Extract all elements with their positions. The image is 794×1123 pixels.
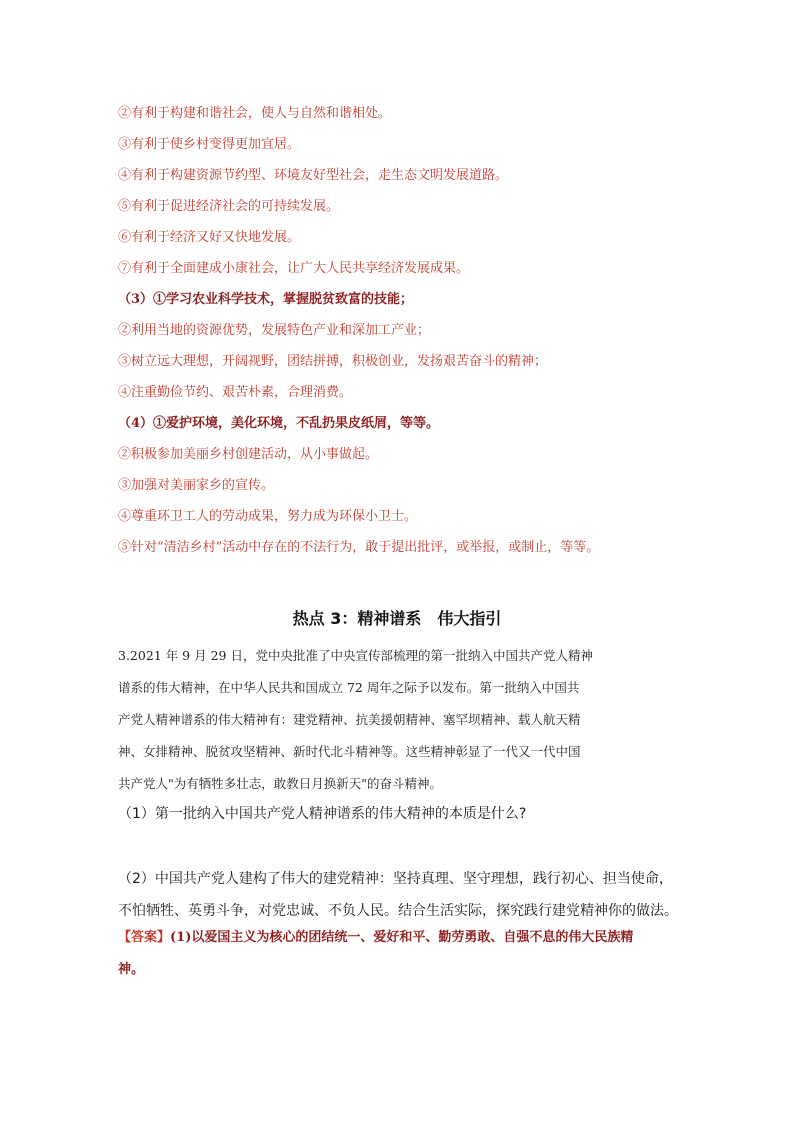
answer-item: ③加强对美丽家乡的宣传。 [118, 478, 275, 493]
answer-item: ⑥有利于经济又好又快地发展。 [118, 230, 301, 245]
answer-line [118, 930, 633, 946]
answer-item-heading: （4）①爱护环境，美化环境，不乱扔果皮纸屑，等等。 [118, 416, 440, 431]
answer-item: ④有利于构建资源节约型、环境友好型社会，走生态文明发展道路。 [118, 168, 509, 183]
answer-item: ⑦有利于全面建成小康社会，让广大人民共享经济发展成果。 [118, 261, 470, 276]
material-line: 共产党人"为有牺牲多壮志，敢教日月换新天"的奋斗精神。 [118, 776, 443, 791]
answer-item: ③有利于使乡村变得更加宜居。 [118, 137, 301, 152]
material-line: 谱系的伟大精神，在中华人民共和国成立 72 周年之际予以发布。第一批纳入中国共 [118, 680, 580, 695]
section-title: 热点 3：精神谱系 伟大指引 [292, 609, 502, 628]
material-line: 神、女排精神、脱贫攻坚精神、新时代北斗精神等。这些精神彰显了一代又一代中国 [118, 744, 581, 759]
question-2-line: 不怕牺牲、英勇斗争，对党忠诚、不负人民。结合生活实际，探究践行建党精神你的做法。 [118, 903, 678, 919]
answer-item: ⑤有利于促进经济社会的可持续发展。 [118, 199, 340, 214]
answer-item: ④尊重环卫工人的劳动成果，努力成为环保小卫士。 [118, 509, 418, 524]
answer-item: ⑤针对“清洁乡村”活动中存在的不法行为，敢于提出批评，或举报，或制止，等等。 [118, 540, 600, 555]
question-2-line: （2）中国共产党人建构了伟大的建党精神：坚持真理、坚守理想，践行初心、担当使命， [118, 871, 673, 887]
answer-tag: 【答案】 [118, 930, 171, 945]
question-1: （1）第一批纳入中国共产党人精神谱系的伟大精神的本质是什么? [118, 806, 527, 822]
answer-text: (1)以爱国主义为核心的团结统一、爱好和平、勤劳勇敢、自强不息的伟大民族精 [170, 930, 634, 945]
answer-item: ④注重勤俭节约、艰苦朴素，合理消费。 [118, 385, 353, 400]
answer-item: ②积极参加美丽乡村创建活动，从小事做起。 [118, 447, 379, 462]
answer-item: ②利用当地的资源优势，发展特色产业和深加工产业； [118, 323, 431, 338]
answer-item: ②有利于构建和谐社会，使人与自然和谐相处。 [118, 106, 392, 121]
material-line: 产党人精神谱系的伟大精神有：建党精神、抗美援朝精神、塞罕坝精神、载人航天精 [118, 712, 581, 727]
answer-continuation: 神。 [118, 962, 145, 977]
answer-item: ③树立远大理想，开阔视野，团结拼搏，积极创业，发扬艰苦奋斗的精神； [118, 354, 548, 369]
answer-item-heading: （3）①学习农业科学技术，掌握脱贫致富的技能； [118, 292, 414, 307]
material-line: 3.2021 年 9 月 29 日，党中央批准了中央宣传部梳理的第一批纳入中国共产党人精神 [118, 648, 593, 663]
